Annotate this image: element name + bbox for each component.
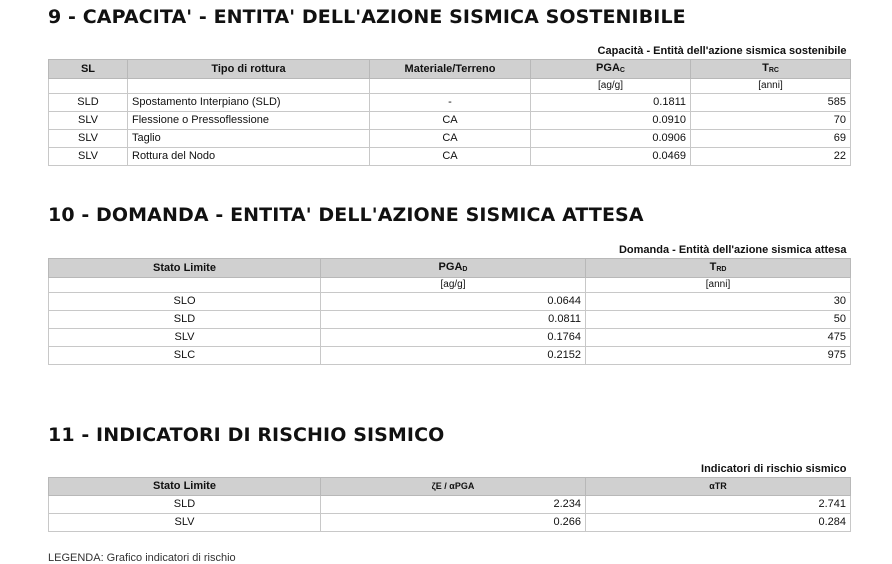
col-trd: $T_{RD}$: [586, 259, 851, 278]
table-row: SLC 0.2152 975: [49, 347, 851, 365]
table-row: SLD Spostamento Interpiano (SLD) - 0.1811 585: [49, 94, 851, 112]
col-sl: SL: [49, 60, 128, 79]
section-9-title: 9 - CAPACITA' - ENTITA' DELL'AZIONE SISMICA SOSTENIBILE: [48, 6, 686, 28]
col-tipo: Tipo di rottura: [128, 60, 370, 79]
col-stato-limite: Stato Limite: [49, 478, 321, 496]
table-row: SLV Rottura del Nodo CA 0.0469 22: [49, 148, 851, 166]
capacity-caption: Capacità - Entità dell'azione sismica sostenibile: [597, 45, 847, 57]
table-row: SLD 2.234 2.741: [49, 496, 851, 514]
demand-table: [48, 243, 851, 365]
section-10-title: 10 - DOMANDA - ENTITA' DELL'AZIONE SISMICA ATTESA: [48, 204, 644, 226]
col-stato-limite: Stato Limite: [49, 259, 321, 278]
unit-tr: [anni]: [691, 79, 851, 94]
table-row: SLV 0.1764 475: [49, 329, 851, 347]
capacity-table: [48, 44, 851, 166]
col-pgad: $PGA_D$: [321, 259, 586, 278]
unit-pga: [ag/g]: [531, 79, 691, 94]
table-row: SLV Taglio CA 0.0906 69: [49, 130, 851, 148]
demand-caption: Domanda - Entità dell'azione sismica attesa: [618, 244, 847, 256]
table-row: SLO 0.0644 30: [49, 293, 851, 311]
section-11-title: 11 - INDICATORI DI RISCHIO SISMICO: [48, 424, 445, 446]
risk-indicators-table: [48, 462, 851, 532]
col-trc: $T_{RC}$: [691, 60, 851, 79]
col-alpha-tr: αTR: [586, 478, 851, 496]
col-zeta: ζE / αPGA: [321, 478, 586, 496]
table-row: SLD 0.0811 50: [49, 311, 851, 329]
risk-caption: Indicatori di rischio sismico: [701, 463, 847, 475]
col-materiale: Materiale/Terreno: [370, 60, 531, 79]
table-row: SLV Flessione o Pressoflessione CA 0.0910 70: [49, 112, 851, 130]
table-row: SLV 0.266 0.284: [49, 514, 851, 532]
unit-tr: [anni]: [586, 278, 851, 293]
unit-pga: [ag/g]: [321, 278, 586, 293]
col-pgac: $PGA_C$: [531, 60, 691, 79]
legend-text: LEGENDA: Grafico indicatori di rischio: [48, 552, 236, 564]
